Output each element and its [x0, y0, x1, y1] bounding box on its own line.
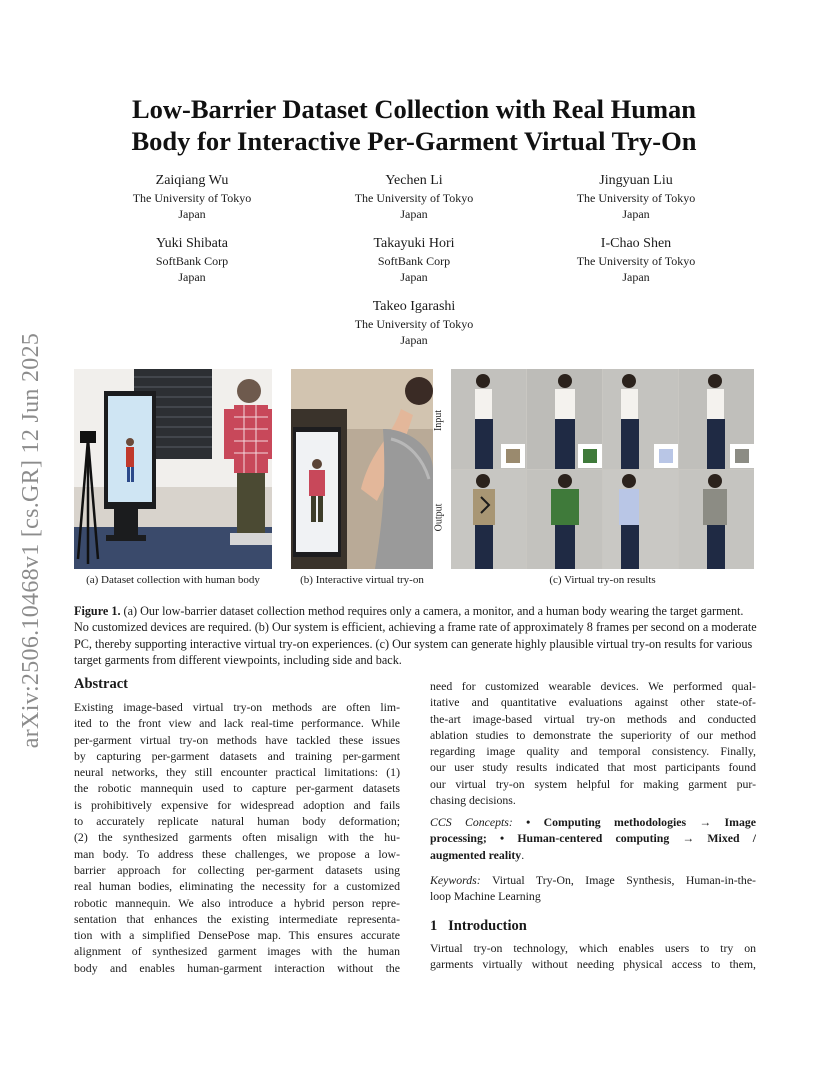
abstract-line: neural networks, they still encounter practical limitations: (1)	[74, 765, 400, 780]
abstract-right-column	[430, 678, 756, 808]
figure-a-photo	[74, 369, 272, 569]
ccs-concepts	[430, 814, 756, 863]
abstract-line: the robotic mannequin used to capture per-garment datasets	[74, 781, 400, 796]
author-block	[82, 172, 302, 222]
abstract-line: itative and quantitative evaluations against other state-of-	[430, 695, 756, 710]
abstract-line: ited to the front view and lack real-time performance. While	[74, 716, 400, 731]
author-affiliation: SoftBank Corp	[377, 254, 451, 268]
author-name: Yuki Shibata	[156, 236, 228, 251]
abstract-line: our virtual try-on system helpful for making garment pur-	[430, 776, 756, 791]
keywords-label: Keywords:	[430, 873, 481, 887]
abstract-left-column	[74, 699, 400, 976]
abstract-line: need for customized wearable devices. We performed qual-	[430, 679, 756, 693]
figure-caption	[74, 603, 758, 669]
abstract-line: per-garment virtual try-on methods have tackled these issues	[74, 732, 400, 747]
ccs-line-2b: • Human-centered computing → Mixed /	[500, 831, 756, 846]
ccs-line-1: • Computing methodologies → Image	[526, 815, 756, 829]
ccs-line-2a: processing;	[430, 831, 487, 846]
figure-caption-label: Figure 1.	[74, 604, 121, 618]
author-name: I-Chao Shen	[600, 236, 672, 251]
abstract-line: regarding image quality and temporal consistency. Finally,	[430, 744, 756, 759]
author-affiliation: The University of Tokyo	[132, 191, 252, 205]
keywords-line-2: loop Machine Learning	[430, 889, 541, 904]
intro-line: Virtual try-on technology, which enables users to try on	[430, 941, 756, 955]
author-country: Japan	[178, 270, 206, 284]
arxiv-id: arXiv:2506.10468v1 [cs.GR] 12 Jun 2025	[18, 332, 45, 748]
intro-title: Introduction	[448, 918, 527, 934]
ccs-line-3-end: .	[521, 847, 525, 862]
intro-line: garments virtually without needing physical access to them,	[430, 957, 756, 972]
author-country: Japan	[178, 207, 206, 221]
abstract-line: man body. To address these challenges, we propose a low-	[74, 846, 400, 861]
author-block	[526, 235, 746, 285]
author-name: Zaiqiang Wu	[155, 173, 229, 188]
abstract-line: to accurately replicate natural human body deformation;	[74, 814, 400, 829]
author-affiliation: SoftBank Corp	[155, 254, 229, 268]
abstract-line: sentation that enhances the existing intermediate representa-	[74, 911, 400, 926]
author-name: Jingyuan Liu	[599, 173, 673, 188]
abstract-line: Existing image-based virtual try-on methods are often lim-	[74, 700, 400, 714]
abstract-line: our user study results indicated that most participants found	[430, 760, 756, 775]
abstract-line: the-art image-based virtual try-on methods and conducted	[430, 711, 756, 726]
figure-label-input: Input	[433, 409, 445, 432]
abstract-line: chasing decisions.	[430, 793, 516, 808]
abstract-line: tion with a simplified DensePose map. This ensures accurate	[74, 928, 400, 943]
abstract-line: (2) the synthesized garments often misalign with the hu-	[74, 830, 400, 845]
author-affiliation: The University of Tokyo	[354, 191, 474, 205]
author-country: Japan	[400, 207, 428, 221]
abstract-line: real human bodies, eliminating the necessity for a customized	[74, 879, 400, 894]
figure-c-grid	[451, 369, 754, 569]
author-block	[82, 235, 302, 285]
figure-label-output: Output	[433, 503, 445, 532]
author-country: Japan	[622, 270, 650, 284]
abstract-heading: Abstract	[74, 676, 128, 692]
author-affiliation: The University of Tokyo	[576, 191, 696, 205]
abstract-line: alignment of synthesized garment images with the human	[74, 944, 400, 959]
subcaption-b: (b) Interactive virtual try-on	[300, 574, 424, 586]
intro-heading	[430, 918, 527, 935]
author-name: Yechen Li	[385, 173, 443, 188]
author-affiliation: The University of Tokyo	[576, 254, 696, 268]
subcaption-c: (c) Virtual try-on results	[549, 574, 656, 586]
intro-number: 1	[430, 918, 438, 934]
figure-b-photo	[291, 369, 433, 569]
abstract-line: barrier approach for collecting per-garment datasets using	[74, 862, 400, 877]
keywords-line-1: Virtual Try-On, Image Synthesis, Human-in-the-	[491, 873, 756, 887]
intro-body	[430, 940, 756, 973]
figure-caption-text: (a) Our low-barrier dataset collection method requires only a camera, a monitor, and a human body wearing the target garment. No customized devices are required. (b) Our system is efficient, achieving a frame rate of approximately 8 frames per second on a moderate PC, thereby supporting interactive virtual try-on experiences. (c) Our system can generate highly plausible virtual try-on results for various target garments from different viewpoints, including side and back.	[74, 604, 757, 668]
author-block	[526, 172, 746, 222]
author-name: Takayuki Hori	[373, 236, 455, 251]
paper-title	[60, 93, 768, 157]
ccs-label: CCS Concepts:	[430, 815, 513, 829]
author-block	[304, 235, 524, 285]
title-line-1: Low-Barrier Dataset Collection with Real Human	[131, 94, 697, 124]
title-line-2: Body for Interactive Per-Garment Virtual Try-On	[131, 126, 697, 156]
abstract-line: robotic mannequin. We also introduce a hybrid person repre-	[74, 895, 400, 910]
abstract-line: is prohibitively expensive for widespread adoption and fails	[74, 797, 400, 812]
ccs-line-3: augmented reality	[430, 847, 522, 862]
arxiv-stamp	[12, 300, 52, 780]
abstract-line: ablation studies to demonstrate the superiority of our method	[430, 727, 756, 742]
author-block	[304, 298, 524, 348]
abstract-line: body and enables human-garment interaction without the	[74, 960, 400, 975]
abstract-line: by capturing per-garment datasets and training per-garment	[74, 748, 400, 763]
author-country: Japan	[622, 207, 650, 221]
author-name: Takeo Igarashi	[372, 299, 456, 314]
author-country: Japan	[400, 270, 428, 284]
author-block	[304, 172, 524, 222]
subcaption-a: (a) Dataset collection with human body	[86, 574, 260, 586]
author-affiliation: The University of Tokyo	[354, 317, 474, 331]
author-country: Japan	[400, 333, 428, 347]
keywords	[430, 872, 756, 905]
